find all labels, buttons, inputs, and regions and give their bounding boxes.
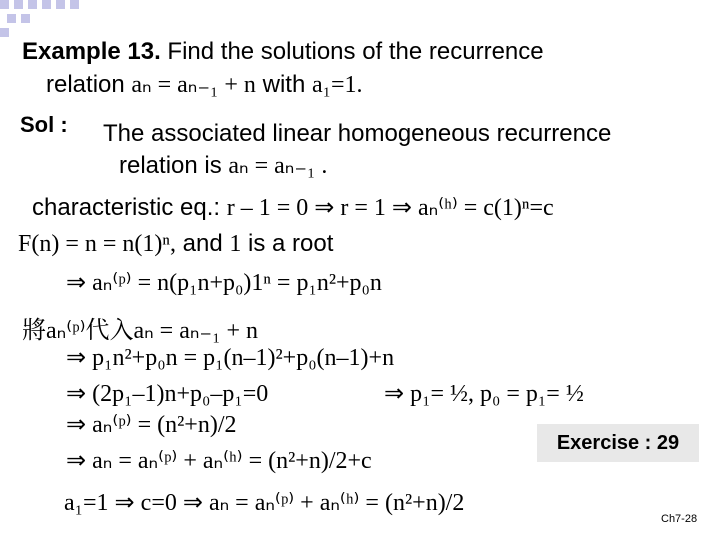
particular-solution-form: ⇒ aₙ⁽ᵖ⁾ = n(p₁n+p₀)1ⁿ = p₁n²+p₀n bbox=[66, 270, 382, 296]
forcing-function: F(n) = n = n(1)ⁿ, bbox=[18, 231, 176, 257]
homogeneous-equation: aₙ = aₙ₋₁ . bbox=[228, 153, 328, 179]
substitution-line bbox=[22, 310, 258, 345]
sol-text-line-2 bbox=[119, 151, 327, 180]
final-solution: a₁=1 ⇒ c=0 ⇒ aₙ = aₙ⁽ᵖ⁾ + aₙ⁽ʰ⁾ = (n²+n)/2 bbox=[64, 490, 465, 516]
recurrence-equation: aₙ = aₙ₋₁ + n bbox=[131, 72, 256, 98]
substitution-mid: 代入 bbox=[85, 318, 134, 344]
expanded-equation: ⇒ p₁n²+p₀n = p₁(n–1)²+p₀(n–1)+n bbox=[66, 345, 395, 371]
example-text-2-mid: with bbox=[255, 71, 312, 98]
characteristic-label: characteristic eq.: bbox=[32, 194, 227, 221]
example-title bbox=[22, 38, 544, 66]
root-value: 1 bbox=[229, 231, 242, 257]
initial-condition: a₁=1. bbox=[311, 72, 363, 98]
substitution-particular: aₙ⁽ᵖ⁾ bbox=[46, 318, 86, 344]
forcing-text: and bbox=[175, 230, 230, 257]
characteristic-equation: r – 1 = 0 ⇒ r = 1 ⇒ aₙ⁽ʰ⁾ = c(1)ⁿ=c bbox=[226, 195, 554, 221]
slide-number: Ch7-28 bbox=[661, 513, 698, 525]
example-title-line-2 bbox=[46, 70, 363, 99]
example-label: Example 13. bbox=[22, 38, 161, 65]
corner-decoration bbox=[0, 0, 90, 40]
example-text-1: Find the solutions of the recurrence bbox=[160, 38, 544, 65]
forcing-text-2: is a root bbox=[241, 230, 334, 257]
substitution-prefix: 將 bbox=[22, 318, 46, 344]
sol-label: Sol : bbox=[20, 112, 68, 137]
exercise-box: Exercise : 29 bbox=[537, 424, 699, 462]
coefficient-equation: ⇒ (2p₁–1)n+p₀–p₁=0 bbox=[66, 381, 269, 407]
characteristic-line bbox=[32, 193, 554, 222]
example-text-2-pre: relation bbox=[46, 71, 132, 98]
coefficient-values: ⇒ p₁= ½, p₀ = p₁= ½ bbox=[384, 381, 584, 407]
general-solution: ⇒ aₙ = aₙ⁽ᵖ⁾ + aₙ⁽ʰ⁾ = (n²+n)/2+c bbox=[66, 448, 372, 474]
substitution-equation: aₙ = aₙ₋₁ + n bbox=[133, 318, 259, 344]
particular-solution: ⇒ aₙ⁽ᵖ⁾ = (n²+n)/2 bbox=[66, 412, 237, 438]
sol-text-2-pre: relation is bbox=[119, 152, 229, 179]
sol-text: The associated linear homogeneous recurrence bbox=[103, 120, 612, 147]
forcing-function-line bbox=[18, 230, 333, 258]
